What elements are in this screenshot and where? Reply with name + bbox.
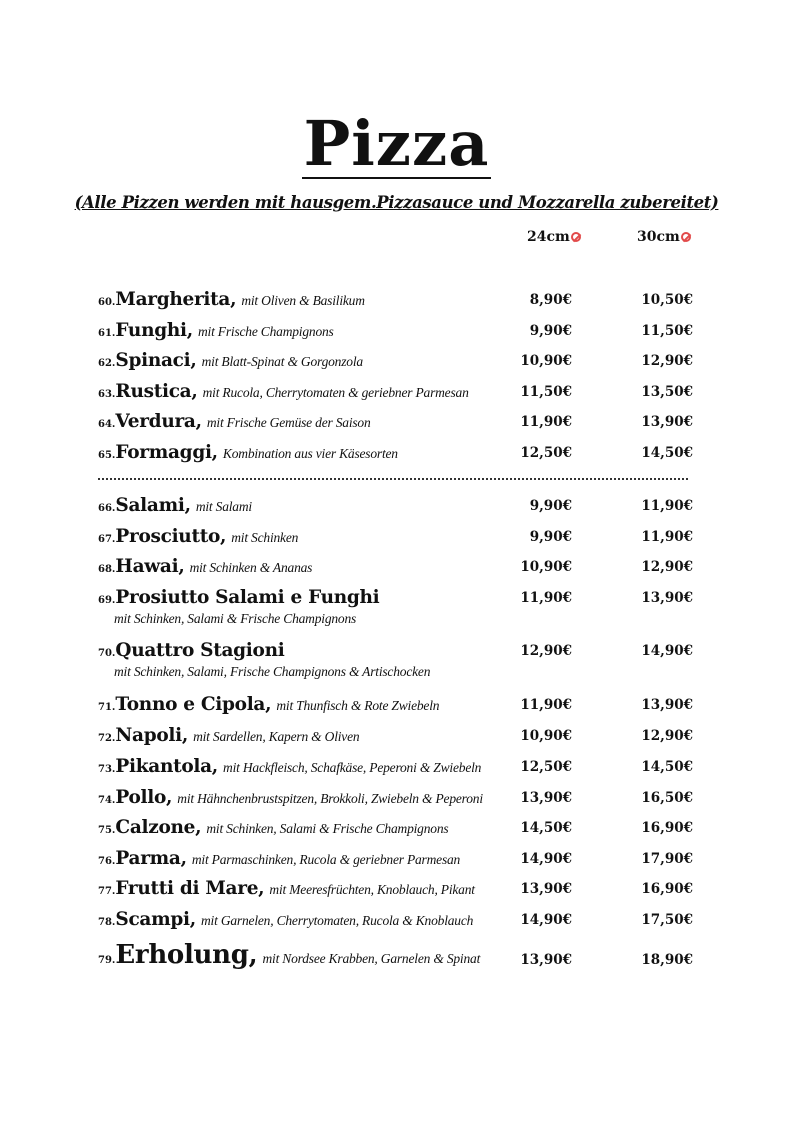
item-name: Formaggi, xyxy=(115,442,218,463)
item-description: mit Sardellen, Kapern & Oliven xyxy=(193,729,360,744)
menu-item xyxy=(98,784,698,808)
item-name: Verdura, xyxy=(115,411,202,432)
menu-item-line xyxy=(98,526,298,547)
menu-item xyxy=(98,845,698,869)
item-description: mit Thunfisch & Rote Zwiebeln xyxy=(276,698,440,713)
menu-item xyxy=(98,722,698,746)
item-number: 76. xyxy=(98,856,116,867)
item-name: Spinaci, xyxy=(115,350,197,371)
menu-item xyxy=(98,637,698,679)
price-24cm: 11,90€ xyxy=(520,590,572,606)
item-number: 72. xyxy=(98,733,116,744)
menu-item xyxy=(98,286,698,310)
price-30cm: 14,50€ xyxy=(641,759,693,775)
menu-item xyxy=(98,408,698,432)
menu-item-line xyxy=(98,289,365,310)
price-24cm: 13,90€ xyxy=(520,952,572,968)
menu-item xyxy=(98,492,698,516)
item-name: Prosiutto Salami e Funghi xyxy=(115,587,380,608)
menu-item-line xyxy=(98,725,359,746)
item-name: Pikantola, xyxy=(115,756,218,777)
price-30cm: 11,90€ xyxy=(641,498,693,514)
menu-item xyxy=(98,439,698,463)
item-description: mit Schinken, Salami & Frische Champignons xyxy=(114,611,357,626)
item-description: mit Schinken xyxy=(231,530,299,545)
item-description: mit Blatt-Spinat & Gorgonzola xyxy=(201,354,363,369)
price-24cm: 10,90€ xyxy=(520,353,572,369)
size-header-24: 24cm xyxy=(527,229,581,245)
menu-item-line xyxy=(98,587,379,608)
price-30cm: 13,90€ xyxy=(641,414,693,430)
menu-item xyxy=(98,906,698,930)
price-24cm: 10,90€ xyxy=(520,559,572,575)
price-24cm: 13,90€ xyxy=(520,881,572,897)
menu-item-line xyxy=(98,848,460,869)
item-number: 68. xyxy=(98,564,116,575)
price-24cm: 14,90€ xyxy=(520,851,572,867)
price-24cm: 10,90€ xyxy=(520,728,572,744)
item-number: 64. xyxy=(98,419,116,430)
item-description: mit Rucola, Cherrytomaten & geriebner Parmesan xyxy=(202,385,469,400)
item-description: Kombination aus vier Käsesorten xyxy=(222,446,398,461)
price-24cm: 14,50€ xyxy=(520,820,572,836)
item-number: 78. xyxy=(98,917,116,928)
price-30cm: 18,90€ xyxy=(641,952,693,968)
item-name: Prosciutto, xyxy=(115,526,227,547)
price-30cm: 13,50€ xyxy=(641,384,693,400)
item-number: 77. xyxy=(98,886,116,897)
menu-item xyxy=(98,553,698,577)
item-number: 67. xyxy=(98,534,116,545)
item-name: Frutti di Mare, xyxy=(115,878,265,899)
item-name: Salami, xyxy=(115,495,191,516)
menu-item-line xyxy=(98,909,473,930)
menu-item-line xyxy=(98,787,483,808)
item-name: Erholung, xyxy=(115,940,258,970)
menu-item xyxy=(98,940,698,970)
item-name: Funghi, xyxy=(115,320,193,341)
price-30cm: 11,90€ xyxy=(641,529,693,545)
price-30cm: 11,50€ xyxy=(641,323,693,339)
item-number: 62. xyxy=(98,358,116,369)
menu-item xyxy=(98,347,698,371)
item-number: 71. xyxy=(98,702,116,713)
price-30cm: 17,50€ xyxy=(641,912,693,928)
item-description: mit Meeresfrüchten, Knoblauch, Pikant xyxy=(269,882,475,897)
item-description: mit Garnelen, Cherrytomaten, Rucola & Knoblauch xyxy=(201,913,474,928)
menu-item-line xyxy=(98,940,480,970)
menu-item-line xyxy=(98,381,469,402)
price-24cm: 12,50€ xyxy=(520,759,572,775)
price-30cm: 10,50€ xyxy=(641,292,693,308)
price-24cm: 11,90€ xyxy=(520,414,572,430)
price-24cm: 9,90€ xyxy=(529,323,572,339)
menu-item xyxy=(98,875,698,899)
item-description: mit Schinken, Salami & Frische Champignons xyxy=(206,821,449,836)
price-24cm: 9,90€ xyxy=(529,498,572,514)
price-24cm: 11,90€ xyxy=(520,697,572,713)
item-number: 63. xyxy=(98,389,116,400)
menu-item-line xyxy=(98,320,334,341)
item-name: Pollo, xyxy=(115,787,173,808)
item-description: mit Frische Gemüse der Saison xyxy=(206,415,371,430)
menu-item xyxy=(98,317,698,341)
item-description: mit Oliven & Basilikum xyxy=(241,293,365,308)
menu-item-line xyxy=(98,495,252,516)
section-divider xyxy=(98,478,688,480)
menu-item xyxy=(98,691,698,715)
price-30cm: 16,50€ xyxy=(641,790,693,806)
price-30cm: 12,90€ xyxy=(641,559,693,575)
size-header-30: 30cm xyxy=(637,229,691,245)
item-description: mit Frische Champignons xyxy=(197,324,334,339)
item-name: Parma, xyxy=(115,848,187,869)
price-30cm: 13,90€ xyxy=(641,590,693,606)
menu-item xyxy=(98,584,698,626)
menu-item-line xyxy=(98,756,481,777)
item-name: Tonno e Cipola, xyxy=(115,694,272,715)
no-symbol-icon xyxy=(681,232,691,242)
price-30cm: 17,90€ xyxy=(641,851,693,867)
menu-item-line xyxy=(98,817,448,838)
no-symbol-icon xyxy=(571,232,581,242)
menu-item-line xyxy=(98,442,398,463)
item-number: 79. xyxy=(98,955,116,966)
menu-item-line xyxy=(98,878,475,899)
item-name: Napoli, xyxy=(115,725,188,746)
item-name: Calzone, xyxy=(115,817,202,838)
item-description: mit Hähnchenbrustspitzen, Brokkoli, Zwiebeln & Peperoni xyxy=(177,791,483,806)
item-name: Rustica, xyxy=(115,381,198,402)
price-24cm: 13,90€ xyxy=(520,790,572,806)
item-number: 75. xyxy=(98,825,116,836)
item-description: mit Schinken & Ananas xyxy=(189,560,313,575)
menu-item-line xyxy=(98,556,312,577)
price-30cm: 12,90€ xyxy=(641,353,693,369)
menu-item-line xyxy=(98,350,363,371)
price-24cm: 11,50€ xyxy=(520,384,572,400)
price-30cm: 13,90€ xyxy=(641,697,693,713)
price-30cm: 14,90€ xyxy=(641,643,693,659)
item-name: Scampi, xyxy=(115,909,196,930)
item-name: Quattro Stagioni xyxy=(115,640,285,661)
price-24cm: 12,90€ xyxy=(520,643,572,659)
item-number: 61. xyxy=(98,328,116,339)
menu-item xyxy=(98,753,698,777)
item-description: mit Parmaschinken, Rucola & geriebner Parmesan xyxy=(191,852,461,867)
page-title: Pizza xyxy=(303,107,490,180)
price-24cm: 12,50€ xyxy=(520,445,572,461)
item-description: mit Hackfleisch, Schafkäse, Peperoni & Zwiebeln xyxy=(223,760,482,775)
item-name: Margherita, xyxy=(115,289,237,310)
price-24cm: 14,90€ xyxy=(520,912,572,928)
menu-item-line xyxy=(98,694,439,715)
item-name: Hawai, xyxy=(115,556,185,577)
item-description: mit Nordsee Krabben, Garnelen & Spinat xyxy=(262,951,481,966)
item-number: 74. xyxy=(98,795,116,806)
menu-item xyxy=(98,523,698,547)
page-subtitle: (Alle Pizzen werden mit hausgem.Pizzasauce und Mozzarella zubereitet) xyxy=(74,193,719,212)
price-24cm: 9,90€ xyxy=(529,529,572,545)
price-30cm: 14,50€ xyxy=(641,445,693,461)
item-number: 73. xyxy=(98,764,116,775)
menu-item-line xyxy=(98,640,284,661)
item-number: 65. xyxy=(98,450,116,461)
menu-item-line xyxy=(98,411,371,432)
item-description: mit Schinken, Salami, Frische Champignons & Artischocken xyxy=(114,664,431,679)
price-24cm: 8,90€ xyxy=(529,292,572,308)
price-30cm: 12,90€ xyxy=(641,728,693,744)
menu-item xyxy=(98,814,698,838)
item-number: 66. xyxy=(98,503,116,514)
price-30cm: 16,90€ xyxy=(641,881,693,897)
price-30cm: 16,90€ xyxy=(641,820,693,836)
menu-item xyxy=(98,378,698,402)
item-number: 70. xyxy=(98,648,116,659)
item-description: mit Salami xyxy=(195,499,252,514)
item-number: 60. xyxy=(98,297,116,308)
item-number: 69. xyxy=(98,595,116,606)
